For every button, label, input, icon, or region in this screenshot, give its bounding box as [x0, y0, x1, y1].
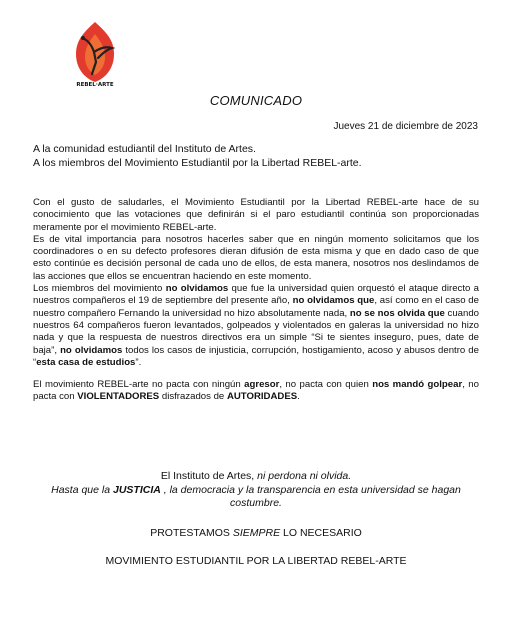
- paragraph: Los miembros del movimiento no olvidamos que fue la universidad quien orquestó el ataque directo a nuestros compañeros el 19 de septiembre del presente año, no olvidamos que, así como en el caso de nuestro compañero Fernando la universidad no hizo absolutamente nada, no se nos olvida que cuando nuestros 64 compañeros fueron levantados, golpeados y violentados en galeras la universidad no hizo nada y que la respuesta de nuestros directivos era un simple “Si te sientes inseguro, pues, date de baja”, no olvidamos todos los casos de injusticia, corrupción, hostigamiento, acoso y abusos dentro de “esta casa de estudios”.: [33, 283, 479, 368]
- paragraph: El movimiento REBEL-arte no pacta con ningún agresor, no pacta con quien nos mandó golpear, no pacta con VIOLENTADORES disfrazados de AUTORIDADES.: [33, 379, 479, 403]
- document-body: [33, 197, 479, 404]
- page-title: COMUNICADO: [209, 93, 303, 108]
- closing-line-1: El Instituto de Artes, ni perdona ni olvida.: [160, 470, 352, 482]
- addressee-line: A la comunidad estudiantil del Instituto de Artes.: [33, 143, 256, 155]
- movement-signature: MOVIMIENTO ESTUDIANTIL POR LA LIBERTAD REBEL-ARTE: [105, 555, 407, 567]
- document-date: Jueves 21 de diciembre de 2023: [333, 121, 478, 132]
- protest-slogan: PROTESTAMOS SIEMPRE LO NECESARIO: [150, 527, 362, 539]
- heron-flame-logo-icon: [62, 18, 128, 88]
- closing-line-2: Hasta que la JUSTICIA , la democracia y la transparencia en esta universidad se hagan costumbre.: [51, 483, 461, 509]
- paragraph: Es de vital importancia para nosotros hacerles saber que en ningún momento solicitamos que los coordinadores o en su defecto profesores dieran difusión de esta misma y que en dado caso de que esto continúe es decisión personal de cada uno de ellos, de esta manera, nosotros nos deslindamos de las acciones que ellos se encuentran haciendo en este momento.: [33, 233, 479, 282]
- paragraph: Con el gusto de saludarles, el Movimiento Estudiantil por la Libertad REBEL-arte hace de su conocimiento que las votaciones que definirán si el paro estudiantil continúa son proporcionadas meramente por el movimiento REBEL-arte.: [33, 197, 479, 233]
- closing-statement: [0, 470, 512, 511]
- addressees: [33, 142, 362, 170]
- addressee-line: A los miembros del Movimiento Estudiantil por la Libertad REBEL-arte.: [33, 157, 362, 169]
- svg-text:REBEL·ARTE: REBEL·ARTE: [76, 82, 114, 88]
